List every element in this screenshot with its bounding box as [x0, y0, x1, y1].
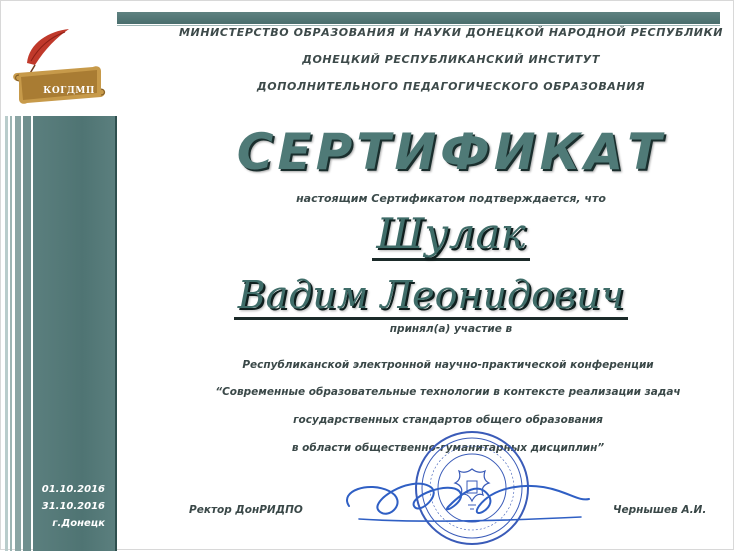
stripe — [115, 116, 117, 551]
date-start: 01.10.2016 — [41, 484, 105, 495]
event-line-3: государственных стандартов общего образования — [293, 414, 603, 426]
certificate-subtitle: настоящим Сертификатом подтверждается, что — [296, 192, 606, 205]
header-institute: ДОНЕЦКИЙ РЕСПУБЛИКАНСКИЙ ИНСТИТУТ — [302, 53, 600, 66]
event-line-4: в области общественно-гуманитарных дисциплин” — [291, 442, 605, 454]
city: г.Донецк — [52, 518, 105, 529]
signature-name: Чернышев А.И. — [613, 504, 707, 516]
top-band — [117, 12, 720, 24]
quill-scroll-icon — [9, 23, 113, 109]
header-institute-2: ДОПОЛНИТЕЛЬНОГО ПЕДАГОГИЧЕСКОГО ОБРАЗОВАНИЯ — [256, 80, 646, 93]
institute-logo — [9, 23, 113, 109]
recipient-surname — [251, 209, 651, 258]
event-line-2: “Современные образовательные технологии в контексте реализации задач — [215, 386, 681, 398]
stripe — [10, 116, 12, 551]
recipient-given-names-text: Вадим Леонидович — [234, 273, 629, 320]
recipient-given-names — [151, 273, 711, 317]
stripe — [5, 116, 8, 551]
date-end: 31.10.2016 — [41, 501, 105, 512]
signature-position: Ректор ДонРИДПО — [189, 504, 303, 516]
event-line-1: Республиканской электронной научно-практической конференции — [242, 359, 654, 371]
recipient-surname-text: Шулак — [372, 209, 529, 261]
certificate-title: СЕРТИФИКАТ — [236, 123, 666, 181]
signature-icon — [319, 461, 599, 531]
header-ministry: МИНИСТЕРСТВО ОБРАЗОВАНИЯ И НАУКИ ДОНЕЦКОЙ НАРОДНОЙ РЕСПУБЛИКИ — [178, 26, 724, 39]
logo-text: КОГДМП — [43, 86, 95, 96]
participation-text: принял(а) участие в — [389, 323, 513, 335]
